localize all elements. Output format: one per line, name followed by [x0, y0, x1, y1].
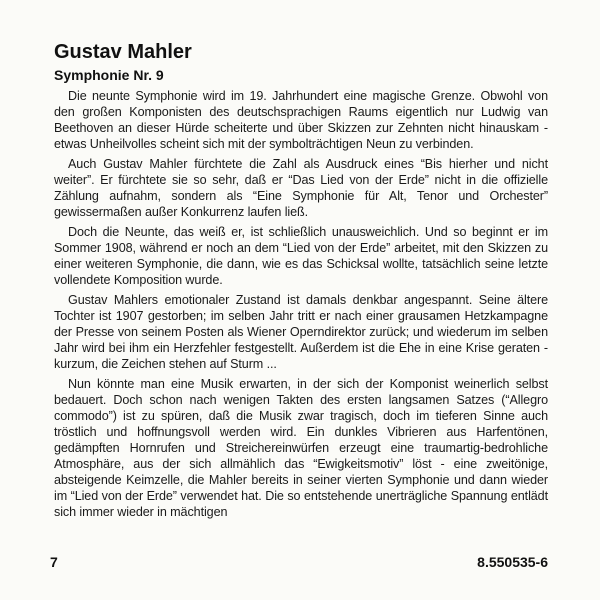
paragraph: Doch die Neunte, das weiß er, ist schließlich unausweichlich. Und so beginnt er im Sommer 1908, während er noch an dem “Lied von der Erde” arbeitet, mit den Skizzen zu einer weiteren Symphonie, die dann, wie es das Schicksal wollte, tatsächlich seine letzte vollendete Komposition wurde.: [54, 225, 548, 287]
paragraph: Auch Gustav Mahler fürchtete die Zahl als Ausdruck eines “Bis hierher und nicht weiter”. Er fürchtete sie so sehr, daß er “Das Lied von der Erde” nicht in die offizielle Zählung aufnahm, sondern als “Eine Symphonie für Alt, Tenor und Orchester” gewissermaßen außer Konkurrenz laufen ließ.: [54, 157, 548, 219]
composer-title: Gustav Mahler: [54, 41, 192, 63]
catalog-number: 8.550535-6: [477, 554, 548, 570]
heading-block: [54, 40, 554, 84]
paragraph: Gustav Mahlers emotionaler Zustand ist damals denkbar angespannt. Seine ältere Tochter ist 1907 gestorben; im selben Jahr tritt er nach einer grausamen Hetzkampagne der Presse von seinem Posten als Wiener Operndirektor zurück; und wiederum im selben Jahr wird bei ihm ein Herzfehler festgestellt. Außerdem ist die Ehe in eine Krise geraten - kurzum, die Zeichen stehen auf Sturm ...: [54, 293, 548, 371]
paragraph: Die neunte Symphonie wird im 19. Jahrhundert eine magische Grenze. Obwohl von den großen Komponisten des deutschsprachigen Raums eigentlich nur Ludwig van Beethoven an dieser Hürde scheiterte und über Skizzen zur Zehnten nicht hinauskam - etwas Unheilvolles scheint sich mit der symbolträchtigen Neun zu verbinden.: [54, 89, 548, 151]
work-subtitle: Symphonie Nr. 9: [54, 67, 164, 83]
body-text: [54, 88, 548, 524]
page-number: 7: [50, 554, 58, 570]
paragraph: Nun könnte man eine Musik erwarten, in der sich der Komponist weinerlich selbst bedauert. Doch schon nach wenigen Takten des ersten langsamen Satzes (“Allegro commodo”) ist zu spüren, daß die Musik zwar tragisch, doch im tieferen Sinne auch tröstlich und hoffnungsvoll werden wird. Ein dunkles Vibrieren aus Harfentönen, gedämpften Hornrufen und Streichereinwürfen erzeugt eine traumartig-bedrohliche Atmosphäre, aus der sich allmählich das “Ewigkeitsmotiv” löst - eine zweitönige, absteigende Keimzelle, die Mahler bereits in seiner vierten Symphonie und dann wieder im “Lied von der Erde” verwendet hat. Die so entstehende unerträgliche Spannung entlädt sich immer wieder in mächtigen: [54, 377, 548, 519]
